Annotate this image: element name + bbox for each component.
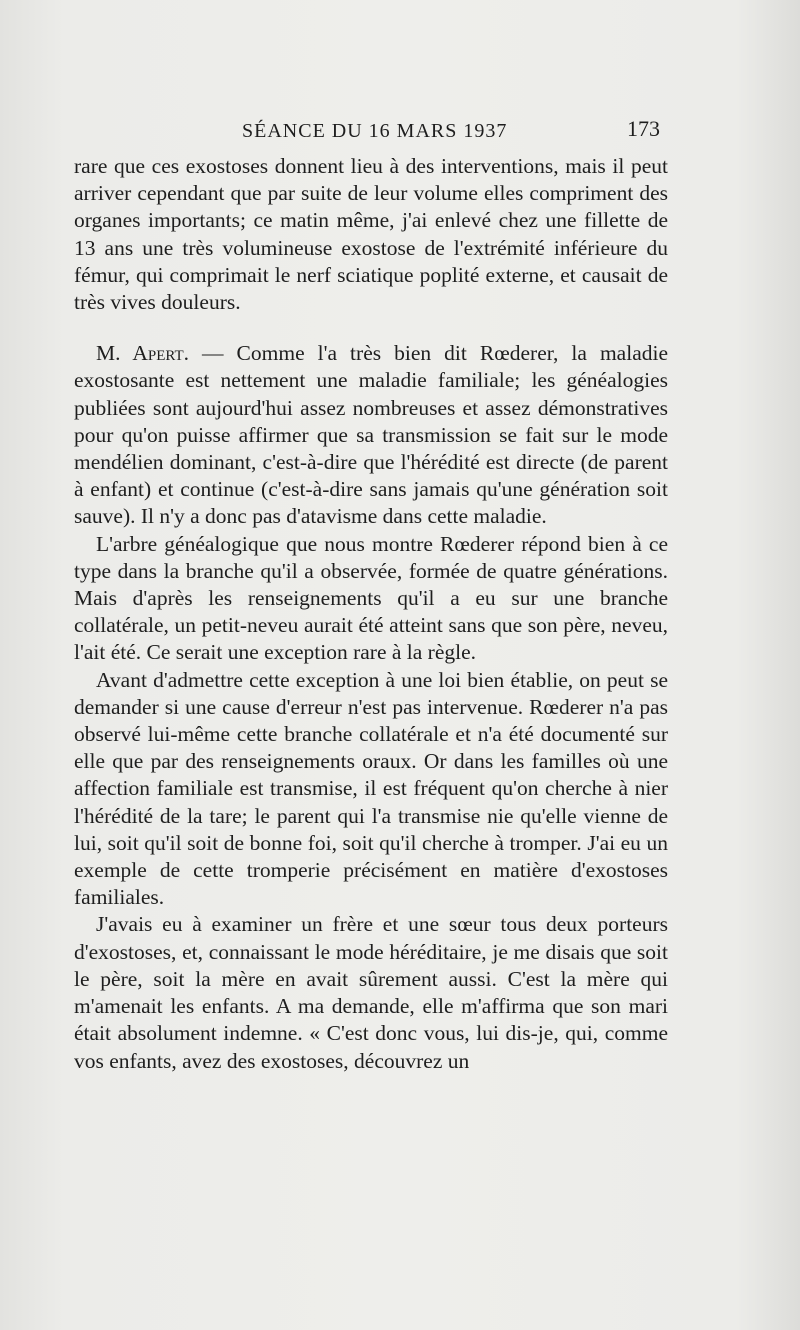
paragraph-5: J'avais eu à examiner un frère et une sœur tous deux porteurs d'exostoses, et, connaissant le mode héréditaire, je me disais que soit le père, soit la mère en avait sûrement aussi. C'est la mère qui m'amenait les enfants. A ma demande, elle m'affirma que son mari était absolument indemne. « C'est donc vous, lui dis-je, qui, comme vos enfants, avez des exostoses, découvrez un [74,912,668,1073]
paragraph-4: Avant d'admettre cette exception à une loi bien établie, on peut se demander si une cause d'erreur n'est pas intervenue. Rœderer n'a pas observé lui-même cette branche collatérale et n'a été documenté sur elle que par des renseignements oraux. Or dans les familles où une affection familiale est transmise, il est fréquent qu'on cherche à nier l'hérédité de la tare; le parent qui l'a transmise nie qu'elle vienne de lui, soit qu'il soit de bonne foi, soit qu'il cherche à tromper. J'ai eu un exemple de cette tromperie précisément en matière d'exostoses familiales. [74,667,668,910]
running-head: SÉANCE DU 16 MARS 1937 [242,120,508,142]
body-text [74,153,668,1075]
page-header [74,116,660,146]
paragraph-1: rare que ces exostoses donnent lieu à des interventions, mais il peut arriver cependant que par suite de leur volume elles compriment des organes importants; ce matin même, j'ai enlevé chez une fillette de 13 ans une très volumineuse exostose de l'extrémité inférieure du fémur, qui comprimait le nerf sciatique poplité externe, et causait de très vives douleurs. [74,154,668,315]
paragraph-2-text: Comme l'a très bien dit Rœderer, la maladie exostosante est nettement une maladie familiale; les généalogies publiées sont aujourd'hui assez nombreuses et assez démonstratives pour qu'on puisse affirmer que sa transmission se fait sur le mode mendélien dominant, c'est-à-dire que l'hérédité est directe (de parent à enfant) et continue (c'est-à-dire sans jamais qu'une génération soit sauve). Il n'y a donc pas d'atavisme dans cette maladie. [74,341,669,529]
speaker-name: M. Apert. — [96,341,224,366]
paragraph-3: L'arbre généalogique que nous montre Rœderer répond bien à ce type dans la branche qu'il a observée, formée de quatre générations. Mais d'après les renseignements qu'il a eu sur une branche collatérale, un petit-neveu aurait été atteint sans que son père, neveu, l'ait été. Ce serait une exception rare à la règle. [74,531,668,665]
page-number: 173 [627,116,660,141]
paragraph-2 [74,340,668,530]
